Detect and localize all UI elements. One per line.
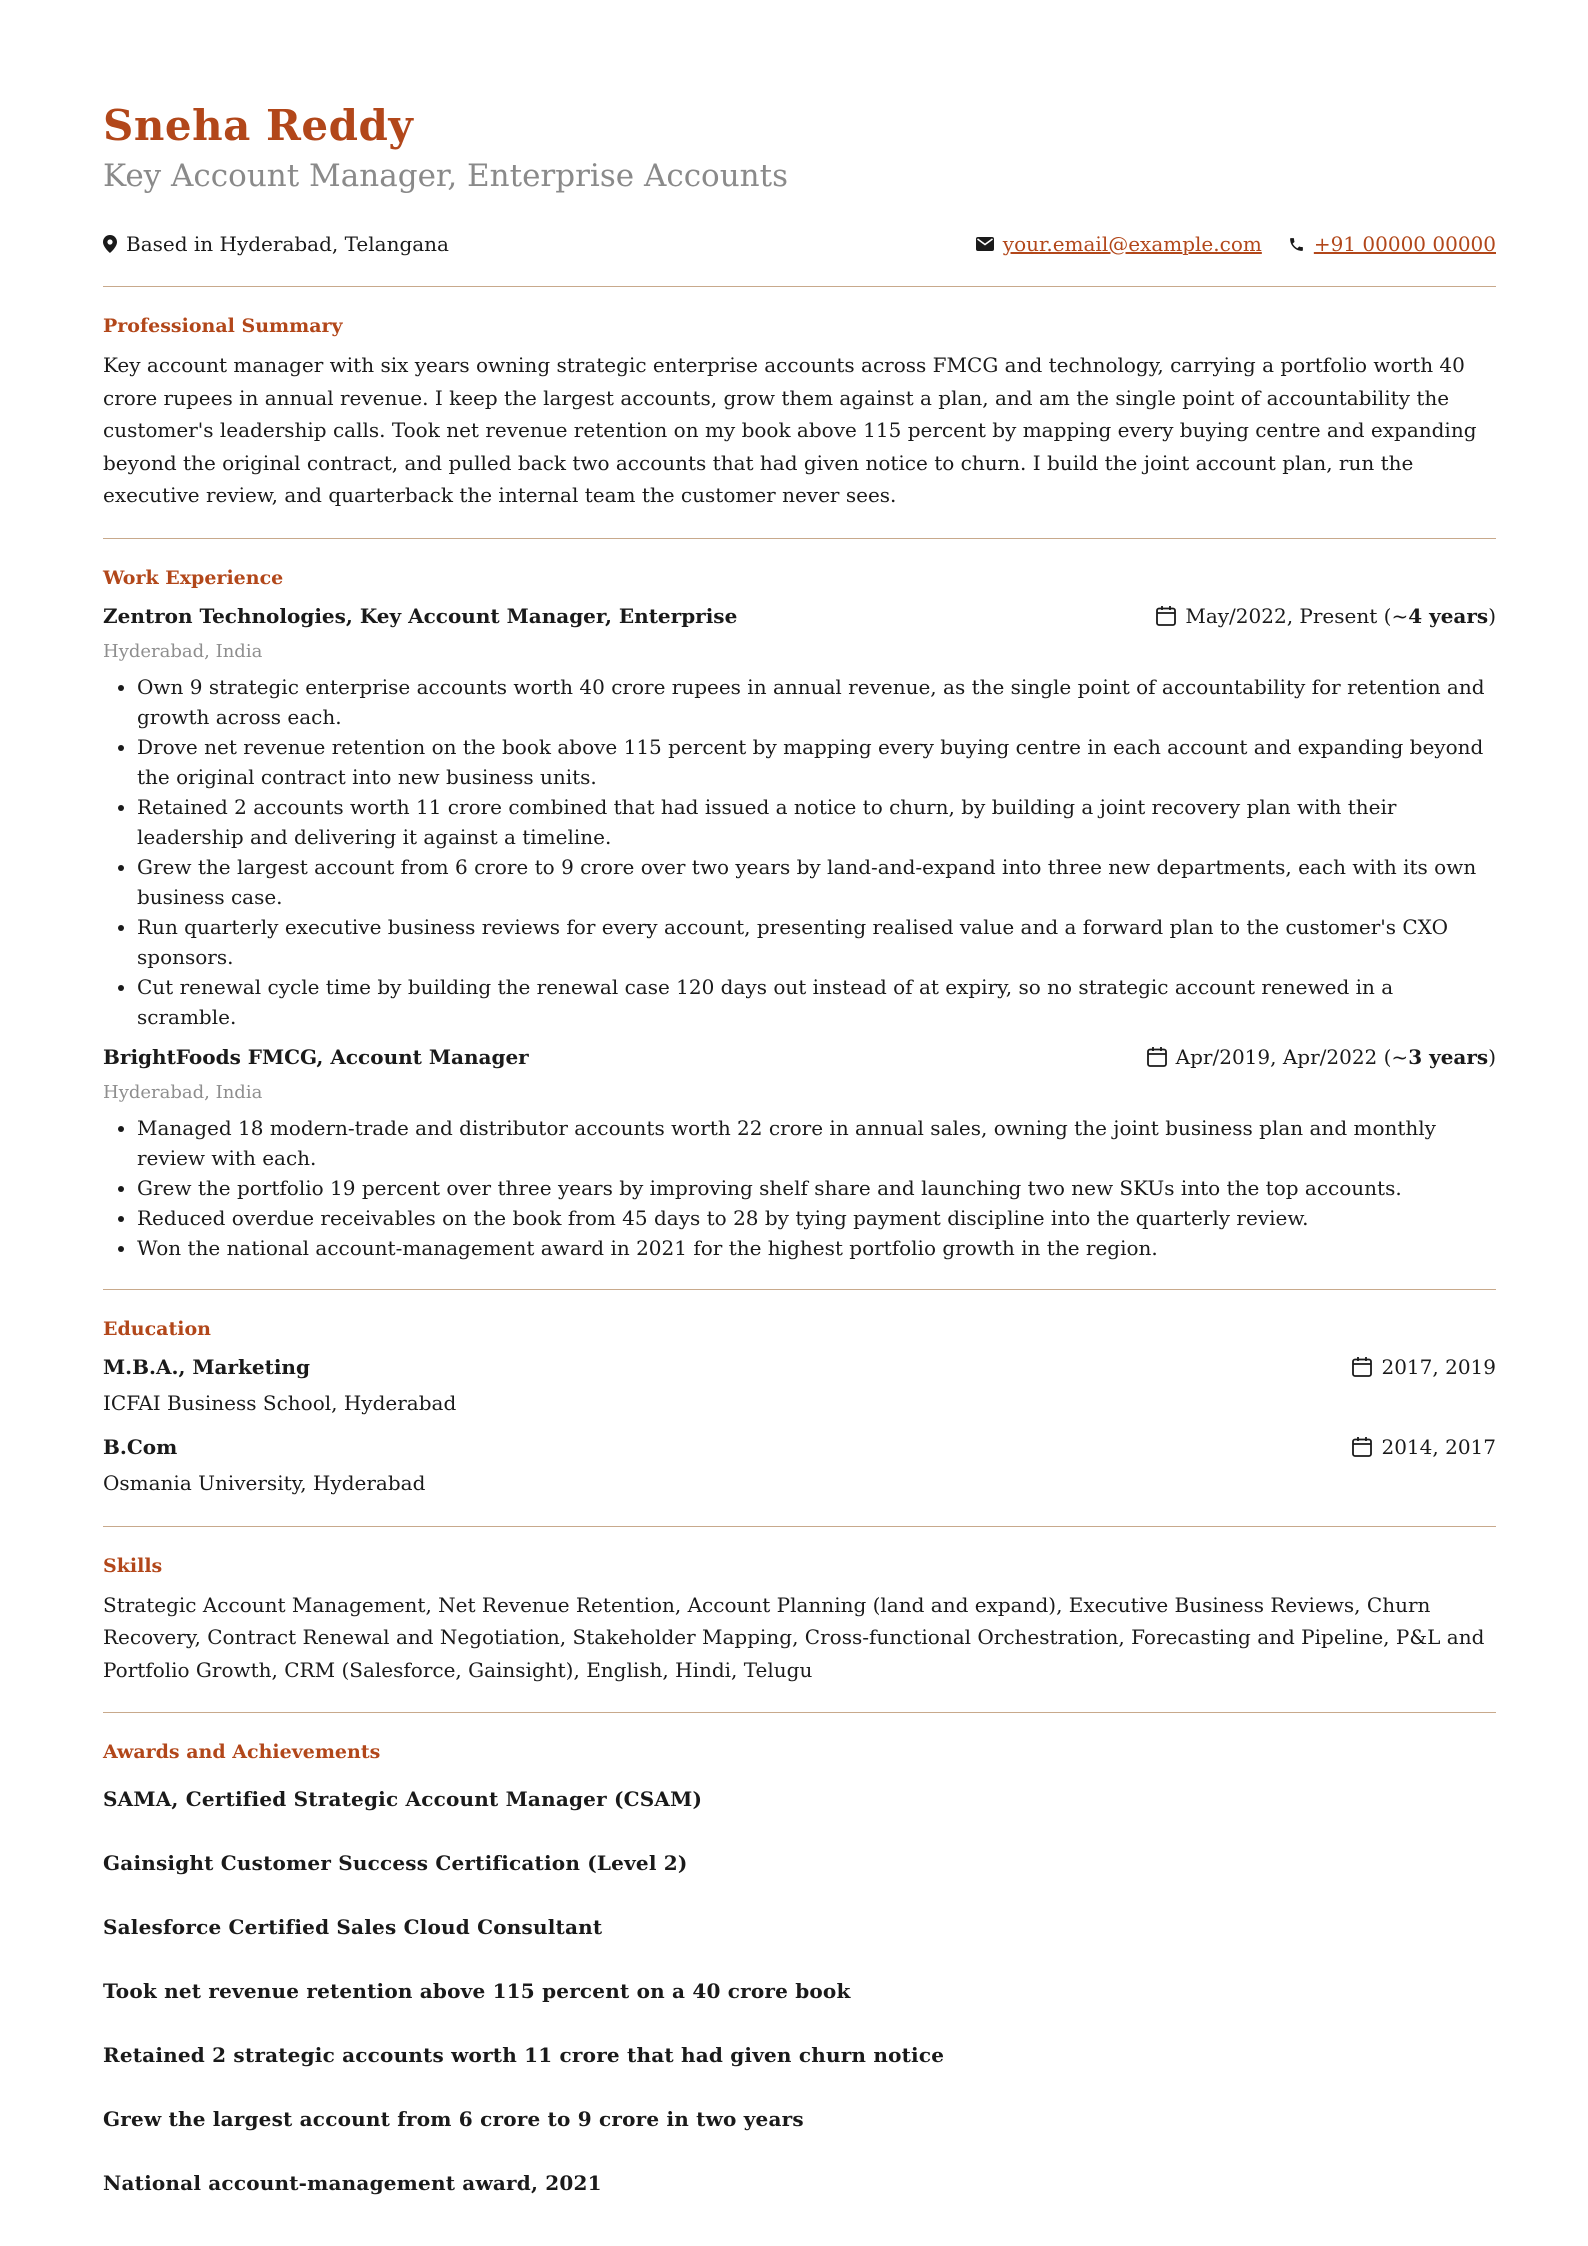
- award-item: Salesforce Certified Sales Cloud Consultant: [103, 1915, 603, 1939]
- job-date-close: ): [1488, 603, 1496, 628]
- divider: [103, 538, 1496, 539]
- job-location: Hyderabad, India: [103, 640, 263, 662]
- job-role: Key Account Manager, Enterprise: [359, 603, 738, 628]
- education-entry: [103, 1432, 1496, 1498]
- job-header: [103, 1042, 1496, 1072]
- job-location: Hyderabad, India: [103, 1081, 263, 1103]
- education-date-range: 2017, 2019: [1381, 1354, 1496, 1379]
- contact-row: [103, 230, 1496, 258]
- job-date-range: Apr/2019, Apr/2022 (~: [1175, 1044, 1409, 1069]
- award-item: Grew the largest account from 6 crore to 9 crore in two years: [103, 2107, 804, 2131]
- school: Osmania University, Hyderabad: [103, 1470, 426, 1495]
- envelope-icon: [976, 237, 994, 251]
- award-item: National account-management award, 2021: [103, 2171, 602, 2195]
- email-item: [976, 232, 1262, 256]
- job-header: [103, 601, 1496, 631]
- list-item: • Drove net revenue retention on the book above 115 percent by mapping every buying centre in each account and expanding beyond the original contract into new business units.: [137, 732, 1496, 792]
- email-link[interactable]: your.email@example.com: [1002, 232, 1262, 256]
- job-entry: [103, 1042, 1496, 1263]
- candidate-title: Key Account Manager, Enterprise Accounts: [103, 158, 789, 194]
- list-item: • Won the national account-management award in 2021 for the highest portfolio growth in the region.: [137, 1233, 1496, 1263]
- divider: [103, 1712, 1496, 1713]
- divider: [103, 1526, 1496, 1527]
- skills-text: Strategic Account Management, Net Revenue Retention, Account Planning (land and expand), Executive Business Reviews, Churn Recovery, Contract Renewal and Negotiation, Stakeholder Mapping, Cross-functional Orchestration, Forecasting and Pipeline, P&L and Portfolio Growth, CRM (Salesforce, Gainsight), English, Hindi, Telugu: [103, 1592, 1485, 1682]
- education-date-range: 2014, 2017: [1381, 1434, 1496, 1459]
- list-item: • Managed 18 modern-trade and distributor accounts worth 22 crore in annual sales, owning the joint business plan and monthly review with each.: [137, 1113, 1496, 1173]
- education-heading: Education: [103, 1317, 211, 1340]
- skills-heading: Skills: [103, 1554, 163, 1577]
- job-duration: 4 years: [1408, 603, 1489, 628]
- location: [103, 232, 449, 256]
- calendar-icon: [1155, 605, 1177, 627]
- job-title-line: Zentron Technologies, Key Account Manager, Enterprise: [103, 603, 738, 628]
- list-item: • Retained 2 accounts worth 11 crore combined that had issued a notice to churn, by building a joint recovery plan with their leadership and delivering it against a timeline.: [137, 792, 1496, 852]
- calendar-icon: [1351, 1436, 1373, 1458]
- degree: B.Com: [103, 1434, 178, 1459]
- job-company: Zentron Technologies: [103, 603, 346, 628]
- calendar-icon: [1351, 1356, 1373, 1378]
- calendar-icon: [1146, 1046, 1168, 1068]
- phone-icon: [1288, 236, 1305, 253]
- award-item: Took net revenue retention above 115 percent on a 40 crore book: [103, 1979, 851, 2003]
- job-entry: [103, 601, 1496, 1032]
- summary-heading: Professional Summary: [103, 315, 343, 337]
- award-item: SAMA, Certified Strategic Account Manager (CSAM): [103, 1787, 703, 1811]
- awards-heading: Awards and Achievements: [103, 1741, 381, 1763]
- list-item: • Cut renewal cycle time by building the renewal case 120 days out instead of at expiry, so no strategic account renewed in a scramble.: [137, 972, 1496, 1032]
- divider: [103, 1289, 1496, 1290]
- map-pin-icon: [103, 235, 117, 253]
- resume-page: [103, 100, 1496, 2233]
- list-item: • Run quarterly executive business reviews for every account, presenting realised value and a forward plan to the customer's CXO sponsors.: [137, 912, 1496, 972]
- education-header: [103, 1352, 1496, 1382]
- phone-link[interactable]: +91 00000 00000: [1313, 232, 1496, 256]
- education-header: [103, 1432, 1496, 1462]
- job-bullets: [103, 1113, 1496, 1263]
- job-date-range: May/2022, Present (~: [1185, 603, 1409, 628]
- job-role: Account Manager: [330, 1044, 529, 1069]
- location-text: Based in Hyderabad, Telangana: [126, 232, 449, 256]
- education-dates: [1351, 1432, 1496, 1462]
- phone-item: [1288, 232, 1496, 256]
- job-dates: [1155, 601, 1496, 631]
- job-title-line: BrightFoods FMCG, Account Manager: [103, 1044, 529, 1069]
- award-item: Gainsight Customer Success Certification (Level 2): [103, 1851, 688, 1875]
- job-bullets: [103, 672, 1496, 1032]
- education-entry: [103, 1352, 1496, 1418]
- contact-links: [950, 232, 1496, 256]
- school: ICFAI Business School, Hyderabad: [103, 1390, 457, 1415]
- degree: M.B.A., Marketing: [103, 1354, 310, 1379]
- awards-list: [103, 1785, 1496, 2197]
- summary-text: Key account manager with six years owning strategic enterprise accounts across FMCG and technology, carrying a portfolio worth 40 crore rupees in annual revenue. I keep the largest accounts, grow them against a plan, and am the single point of accountability the customer's leadership calls. Took net revenue retention on my book above 115 percent by mapping every buying centre and expanding beyond the original contract, and pulled back two accounts that had given notice to churn. I build the joint account plan, run the executive review, and quarterback the internal team the customer never sees.: [103, 353, 1477, 507]
- job-duration: 3 years: [1408, 1044, 1489, 1069]
- divider: [103, 286, 1496, 287]
- experience-heading: Work Experience: [103, 566, 284, 589]
- list-item: • Reduced overdue receivables on the book from 45 days to 28 by tying payment discipline into the quarterly review.: [137, 1203, 1496, 1233]
- list-item: • Grew the portfolio 19 percent over three years by improving shelf share and launching two new SKUs into the top accounts.: [137, 1173, 1496, 1203]
- job-date-close: ): [1488, 1044, 1496, 1069]
- job-company: BrightFoods FMCG: [103, 1044, 317, 1069]
- education-dates: [1351, 1352, 1496, 1382]
- award-item: Retained 2 strategic accounts worth 11 crore that had given churn notice: [103, 2043, 945, 2067]
- list-item: • Own 9 strategic enterprise accounts worth 40 crore rupees in annual revenue, as the single point of accountability for retention and growth across each.: [137, 672, 1496, 732]
- list-item: • Grew the largest account from 6 crore to 9 crore over two years by land-and-expand into three new departments, each with its own business case.: [137, 852, 1496, 912]
- candidate-name: Sneha Reddy: [103, 101, 414, 150]
- job-dates: [1146, 1042, 1496, 1072]
